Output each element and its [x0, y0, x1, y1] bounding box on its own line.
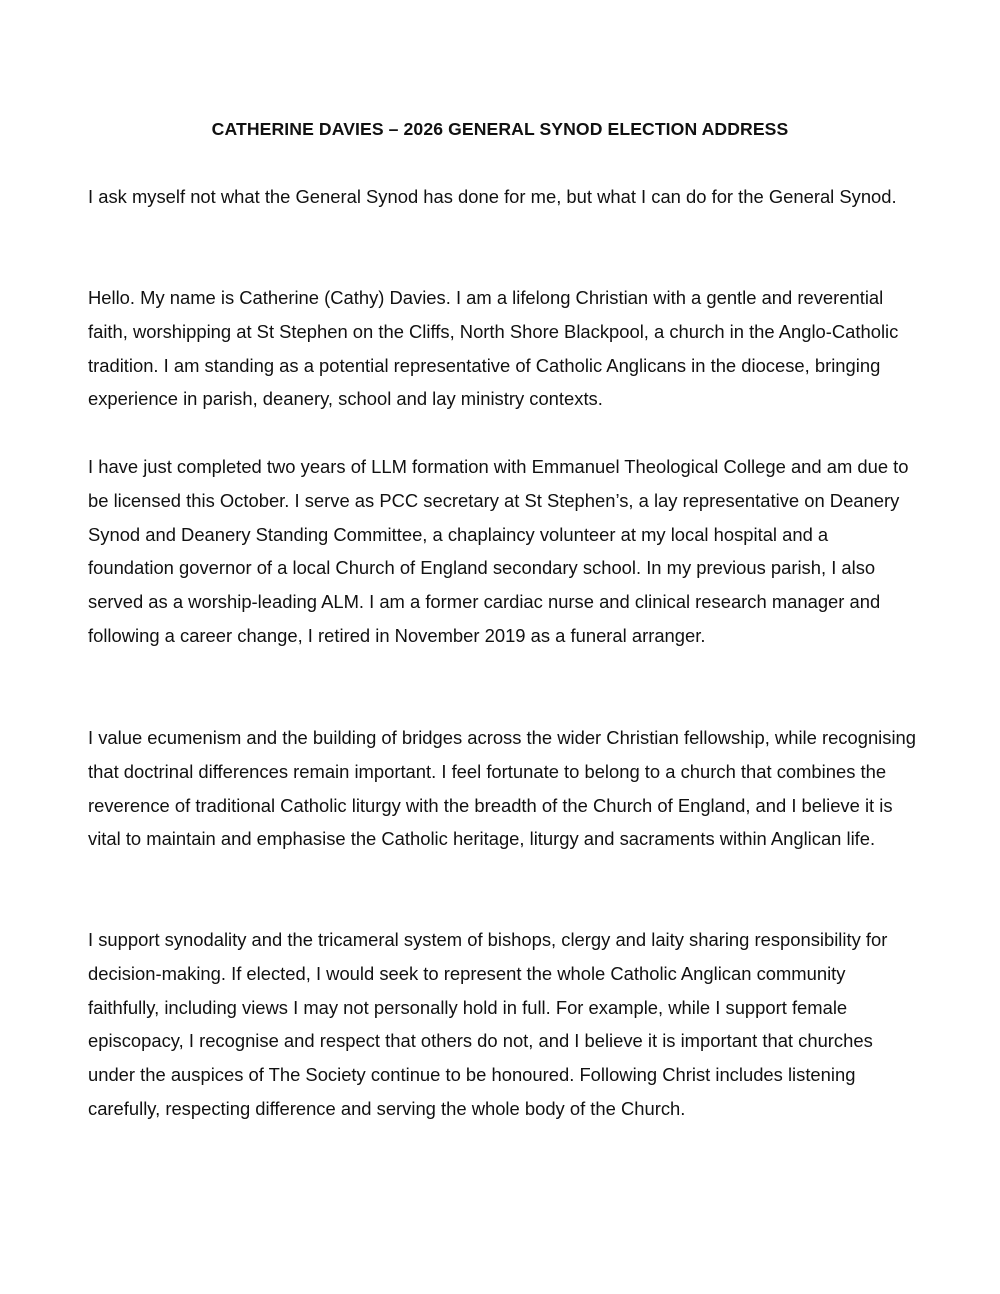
- paragraph-synodality: I support synodality and the tricameral system of bishops, clergy and laity sharing responsibility for decision-making. If elected, I would seek to represent the whole Catholic Anglican community faithfully, including views I may not personally hold in full. For example, while I support female episcopacy, I recognise and respect that others do not, and I believe it is important that churches under the auspices of The Society continue to be honoured. Following Christ includes listening carefully, respecting difference and serving the whole body of the Church.: [88, 929, 888, 1119]
- paragraph-introduction: Hello. My name is Catherine (Cathy) Davies. I am a lifelong Christian with a gentle and reverential faith, worshipping at St Stephen on the Cliffs, North Shore Blackpool, a church in the Anglo-Catholic tradition. I am standing as a potential representative of Catholic Anglicans in the diocese, bringing experience in parish, deanery, school and lay ministry contexts.: [88, 287, 899, 410]
- paragraph-ecumenism: I value ecumenism and the building of bridges across the wider Christian fellowship, while recognising that doctrinal differences remain important. I feel fortunate to belong to a church that combines the reverence of traditional Catholic liturgy with the breadth of the Church of England, and I believe it is vital to maintain and emphasise the Catholic heritage, liturgy and sacraments within Anglican life.: [88, 727, 917, 850]
- paragraph-experience: I have just completed two years of LLM formation with Emmanuel Theological College and am due to be licensed this October. I serve as PCC secretary at St Stephen’s, a lay representative on Deanery Synod and Deanery Standing Committee, a chaplaincy volunteer at my local hospital and a foundation governor of a local Church of England secondary school. In my previous parish, I also served as a worship-leading ALM. I am a former cardiac nurse and clinical research manager and following a career change, I retired in November 2019 as a funeral arranger.: [88, 456, 909, 646]
- document-title: CATHERINE DAVIES – 2026 GENERAL SYNOD ELECTION ADDRESS: [211, 119, 789, 139]
- paragraph-opening-quote: I ask myself not what the General Synod has done for me, but what I can do for the General Synod.: [88, 186, 897, 207]
